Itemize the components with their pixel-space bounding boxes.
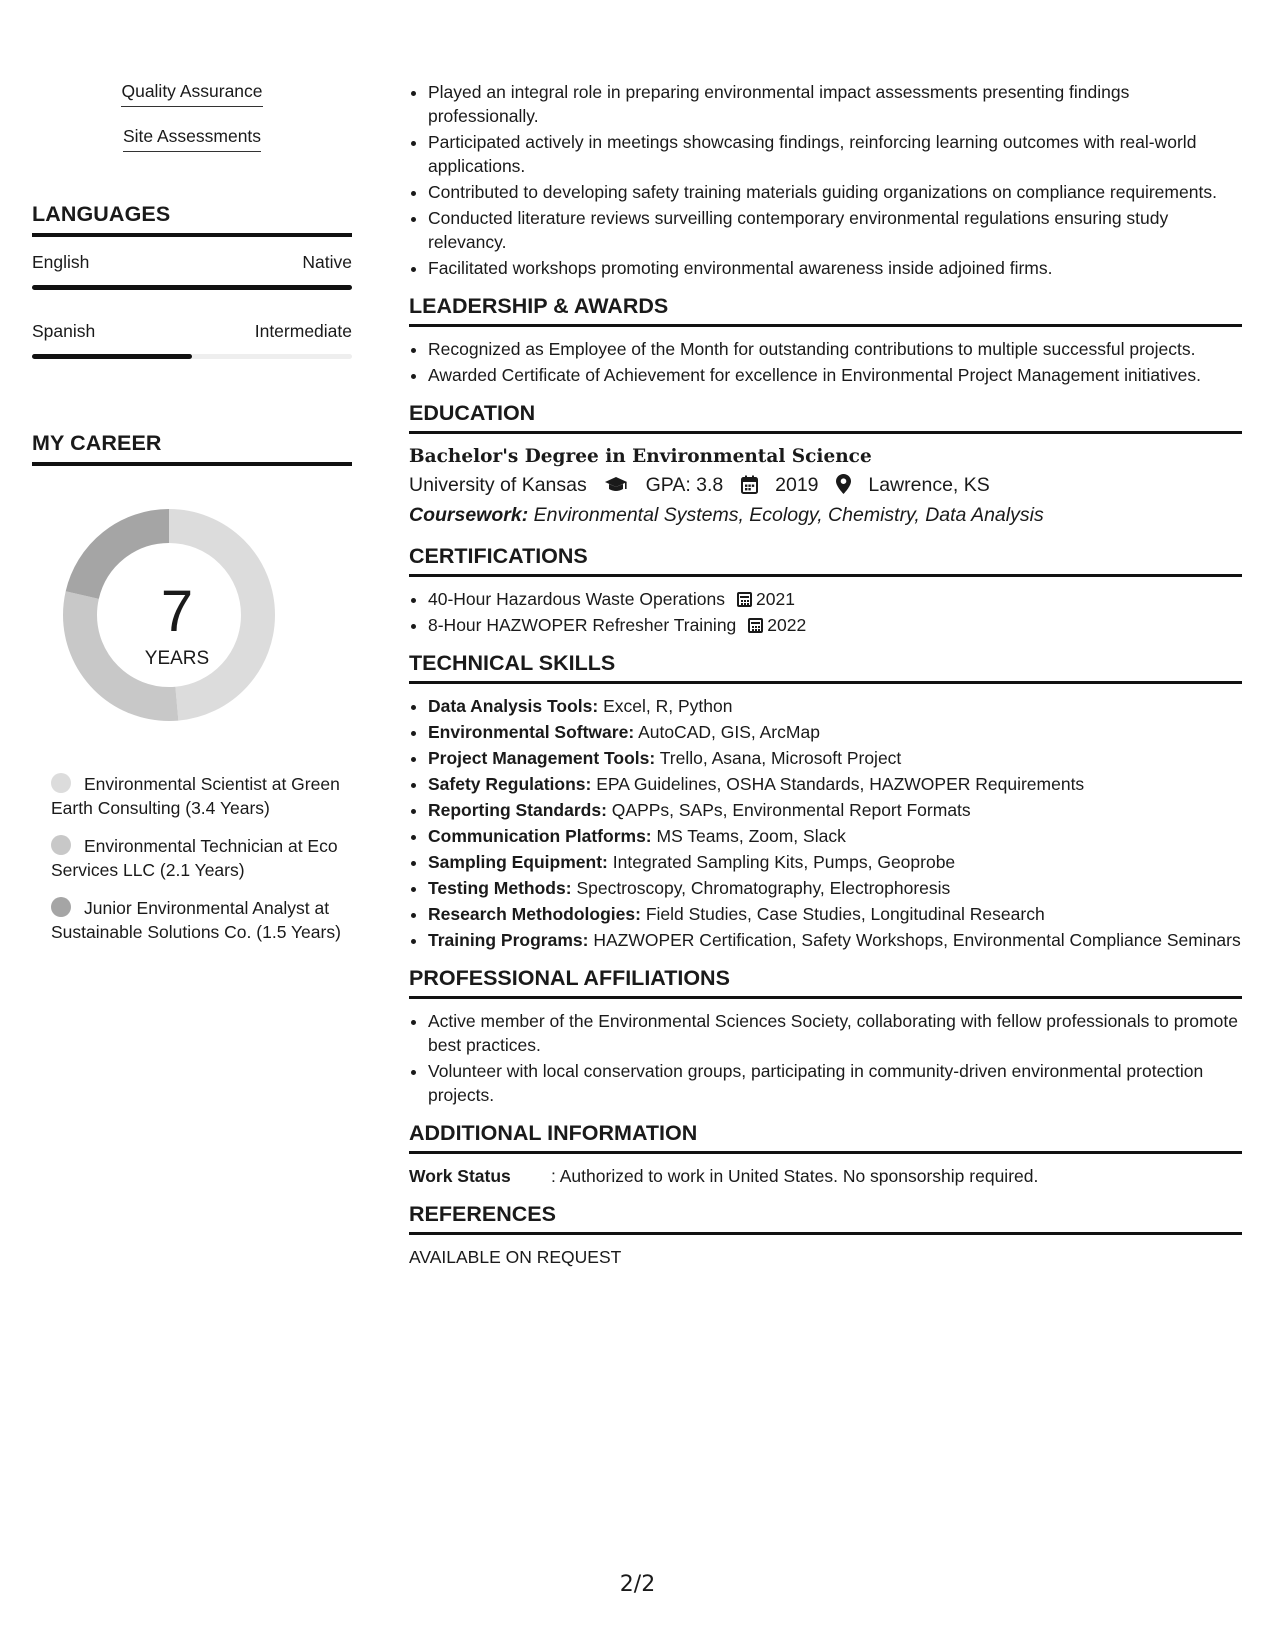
career-total-years: 7 <box>160 579 194 644</box>
section-heading: EDUCATION <box>409 401 1242 434</box>
skill-tag-label: Quality Assurance <box>121 80 262 107</box>
skill-label: Testing Methods: <box>428 878 572 898</box>
main-content <box>409 80 1242 1283</box>
list-item <box>428 587 1242 611</box>
skill-label: Communication Platforms: <box>428 826 652 846</box>
skill-tag <box>32 80 352 107</box>
list-item: • Volunteer with local conservation groups, participating in community-driven environmental protection projects. <box>428 1059 1242 1107</box>
degree-title: Bachelor's Degree in Environmental Science <box>409 446 872 467</box>
career-years-label: YEARS <box>144 648 210 669</box>
list-item <box>428 746 1242 770</box>
coursework <box>409 500 1242 530</box>
list-item: • Active member of the Environmental Sciences Society, collaborating with fellow professionals to promote best practices. <box>428 1009 1242 1057</box>
work-status-label: Work Status <box>409 1166 511 1186</box>
language-name: English <box>32 252 90 272</box>
experience-bullets <box>409 80 1242 280</box>
school-name: University of Kansas <box>409 474 587 496</box>
technical-skills-section <box>409 651 1242 952</box>
school-location: Lawrence, KS <box>868 474 990 496</box>
references-section <box>409 1202 1242 1269</box>
skill-tag-label: Site Assessments <box>123 125 261 152</box>
calendar-icon <box>737 592 752 607</box>
skill-value: AutoCAD, GIS, ArcMap <box>638 722 820 742</box>
career-heading: MY CAREER <box>32 431 352 466</box>
skill-value: QAPPs, SAPs, Environmental Report Formats <box>611 800 971 820</box>
location-pin-icon <box>836 474 851 494</box>
skill-label: Environmental Software: <box>428 722 635 742</box>
legend-dot-icon <box>51 773 71 793</box>
education-details <box>409 470 1242 500</box>
graduation-cap-icon <box>604 476 628 494</box>
career-donut-chart <box>62 508 292 738</box>
certification-name: 40-Hour Hazardous Waste Operations <box>428 589 725 609</box>
list-item <box>428 928 1242 952</box>
list-item <box>428 876 1242 900</box>
list-item <box>428 720 1242 744</box>
section-heading: CERTIFICATIONS <box>409 544 1242 577</box>
skill-label: Project Management Tools: <box>428 748 656 768</box>
section-heading: ADDITIONAL INFORMATION <box>409 1121 1242 1154</box>
list-item: • Conducted literature reviews surveilling contemporary environmental regulations ensuring study relevancy. <box>428 206 1242 254</box>
language-name: Spanish <box>32 321 96 341</box>
language-item <box>32 251 352 290</box>
skill-label: Research Methodologies: <box>428 904 641 924</box>
career-legend-text: Environmental Scientist at Green Earth Consulting (3.4 Years) <box>51 774 340 818</box>
certifications-section <box>409 544 1242 637</box>
career-legend-text: Environmental Technician at Eco Services LLC (2.1 Years) <box>51 836 338 880</box>
legend-dot-icon <box>51 835 71 855</box>
list-item: • Participated actively in meetings showcasing findings, reinforcing learning outcomes with real-world applications. <box>428 130 1242 178</box>
calendar-icon <box>748 618 763 633</box>
skill-value: Integrated Sampling Kits, Pumps, Geoprobe <box>612 852 956 872</box>
work-status-value: : Authorized to work in United States. No sponsorship required. <box>551 1166 1039 1186</box>
skill-label: Safety Regulations: <box>428 774 592 794</box>
list-item <box>428 613 1242 637</box>
section-heading: PROFESSIONAL AFFILIATIONS <box>409 966 1242 999</box>
section-heading: TECHNICAL SKILLS <box>409 651 1242 684</box>
affiliations-section <box>409 966 1242 1107</box>
skill-label: Training Programs: <box>428 930 589 950</box>
list-item: • Played an integral role in preparing environmental impact assessments presenting findings professionally. <box>428 80 1242 128</box>
list-item: • Awarded Certificate of Achievement for excellence in Environmental Project Management initiatives. <box>428 363 1242 387</box>
page-number: 2/2 <box>619 1572 656 1597</box>
career-legend-item <box>51 834 352 882</box>
list-item <box>428 694 1242 718</box>
sidebar <box>32 80 352 958</box>
skill-value: HAZWOPER Certification, Safety Workshops, Environmental Compliance Seminars <box>593 930 1241 950</box>
list-item: • Recognized as Employee of the Month for outstanding contributions to multiple successful projects. <box>428 337 1242 361</box>
legend-dot-icon <box>51 897 71 917</box>
language-level: Native <box>302 252 352 272</box>
coursework-label: Coursework: <box>409 504 529 526</box>
skill-label: Sampling Equipment: <box>428 852 608 872</box>
leadership-section <box>409 294 1242 387</box>
additional-info-section <box>409 1121 1242 1188</box>
certification-name: 8-Hour HAZWOPER Refresher Training <box>428 615 737 635</box>
list-item <box>428 902 1242 926</box>
languages-heading: LANGUAGES <box>32 202 352 237</box>
skill-value: EPA Guidelines, OSHA Standards, HAZWOPER Requirements <box>596 774 1085 794</box>
graduation-year: 2019 <box>775 474 819 496</box>
skill-value: Trello, Asana, Microsoft Project <box>659 748 902 768</box>
skill-value: Excel, R, Python <box>603 696 733 716</box>
language-level: Intermediate <box>254 321 352 341</box>
references-text: AVAILABLE ON REQUEST <box>409 1247 622 1267</box>
work-status-row <box>409 1164 1242 1188</box>
certification-year: 2022 <box>767 615 807 635</box>
coursework-value: Environmental Systems, Ecology, Chemistry, Data Analysis <box>533 504 1044 526</box>
skill-value: Spectroscopy, Chromatography, Electrophoresis <box>576 878 951 898</box>
skill-label: Data Analysis Tools: <box>428 696 599 716</box>
skill-tag <box>32 125 352 152</box>
list-item <box>428 798 1242 822</box>
language-item <box>32 320 352 359</box>
section-heading: LEADERSHIP & AWARDS <box>409 294 1242 327</box>
education-section <box>409 401 1242 530</box>
list-item <box>428 824 1242 848</box>
skill-value: MS Teams, Zoom, Slack <box>656 826 846 846</box>
career-legend-text: Junior Environmental Analyst at Sustainable Solutions Co. (1.5 Years) <box>51 898 341 942</box>
career-legend <box>32 772 352 944</box>
career-legend-item <box>51 772 352 820</box>
list-item: • Contributed to developing safety training materials guiding organizations on compliance requirements. <box>428 180 1242 204</box>
career-legend-item <box>51 896 352 944</box>
skill-value: Field Studies, Case Studies, Longitudinal Research <box>645 904 1045 924</box>
list-item <box>428 850 1242 874</box>
certification-year: 2021 <box>756 589 795 609</box>
section-heading: REFERENCES <box>409 1202 1242 1235</box>
calendar-icon <box>741 475 758 494</box>
list-item: • Facilitated workshops promoting environmental awareness inside adjoined firms. <box>428 256 1242 280</box>
gpa: GPA: 3.8 <box>645 474 724 496</box>
list-item <box>428 772 1242 796</box>
skill-label: Reporting Standards: <box>428 800 607 820</box>
